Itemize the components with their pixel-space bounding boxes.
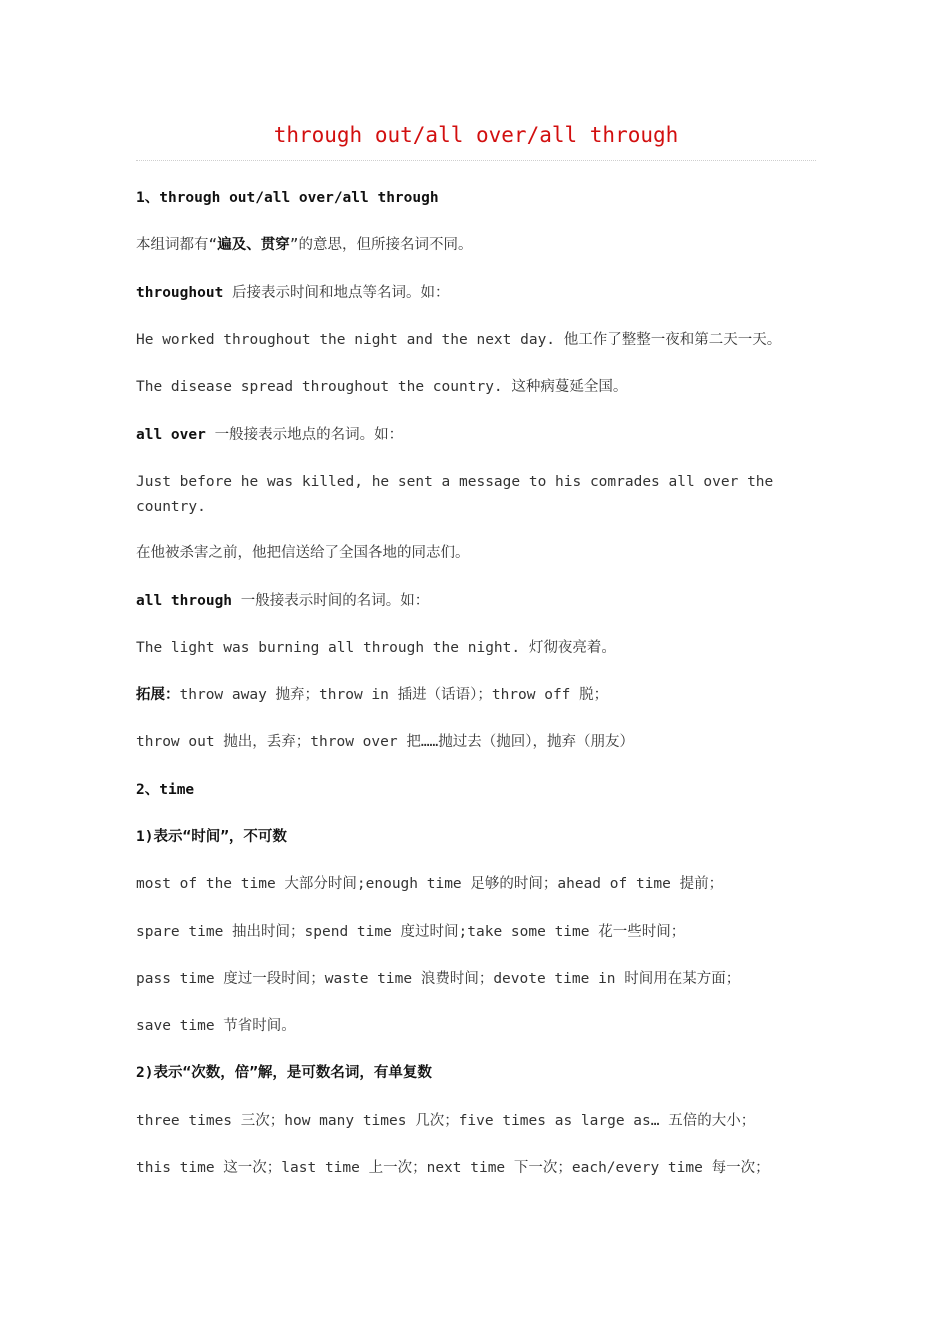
example-translation-3: 在他被杀害之前，他把信送给了全国各地的同志们。 (136, 545, 470, 561)
phrase-list-2: spare time 抽出时间；spend time 度过时间;take some time 花一些时间； (136, 924, 686, 940)
paragraph-meaning (136, 233, 472, 257)
phrase-list-1: most of the time 大部分时间;enough time 足够的时间；ahead of time 提前； (136, 876, 724, 892)
phrase-list-5: three times 三次；how many times 几次；five times as large as… 五倍的大小； (136, 1113, 756, 1129)
text: 后接表示时间和地点等名词。如： (223, 285, 450, 301)
subheading-time-countable: 2)表示“次数，倍”解，是可数名词，有单复数 (136, 1065, 432, 1081)
term-all-over: all over (136, 427, 206, 443)
paragraph-all-over (136, 423, 403, 447)
example-sentence-2: The disease spread throughout the country. 这种病蔓延全国。 (136, 379, 628, 395)
page-title: through out/all over/all through (273, 123, 679, 147)
paragraph-throughout (136, 281, 450, 305)
phrase-list-6: this time 这一次；last time 上一次；next time 下一次；each/every time 每一次； (136, 1160, 770, 1176)
example-sentence-3-line-2: country. (136, 499, 206, 515)
text: 一般接表示地点的名词。如： (205, 427, 404, 443)
extension-label: 拓展： (136, 687, 180, 703)
term-throughout: throughout (136, 285, 224, 301)
term-all-through: all through (136, 593, 233, 609)
section-heading-2: 2、time (136, 782, 195, 798)
text: 一般接表示时间的名词。如： (232, 593, 430, 609)
extension-continued: throw out 抛出，丢弃；throw over 把……抛过去（抛回），抛弃（朋友） (136, 734, 635, 750)
example-sentence-4: The light was burning all through the night. 灯彻夜亮着。 (136, 640, 616, 656)
example-sentence-3-line-1: Just before he was killed, he sent a message to his comrades all over the (136, 474, 774, 490)
text: throw away 抛弃；throw in 插进（话语）；throw off 脱； (179, 687, 609, 703)
title-divider (136, 160, 816, 161)
subheading-time-uncountable: 1)表示“时间”，不可数 (136, 829, 287, 845)
example-sentence-1: He worked throughout the night and the next day. 他工作了整整一夜和第二天一天。 (136, 332, 782, 348)
paragraph-all-through (136, 589, 429, 613)
text: ”的意思，但所接名词不同。 (289, 237, 473, 253)
section-heading-1: 1、through out/all over/all through (136, 190, 439, 206)
text: 本组词都有“ (136, 237, 218, 253)
paragraph-extension (136, 683, 608, 707)
phrase-list-4: save time 节省时间。 (136, 1018, 296, 1034)
phrase-list-3: pass time 度过一段时间；waste time 浪费时间；devote time in 时间用在某方面； (136, 971, 741, 987)
emphasis-text: 遍及、贯穿 (217, 237, 290, 253)
